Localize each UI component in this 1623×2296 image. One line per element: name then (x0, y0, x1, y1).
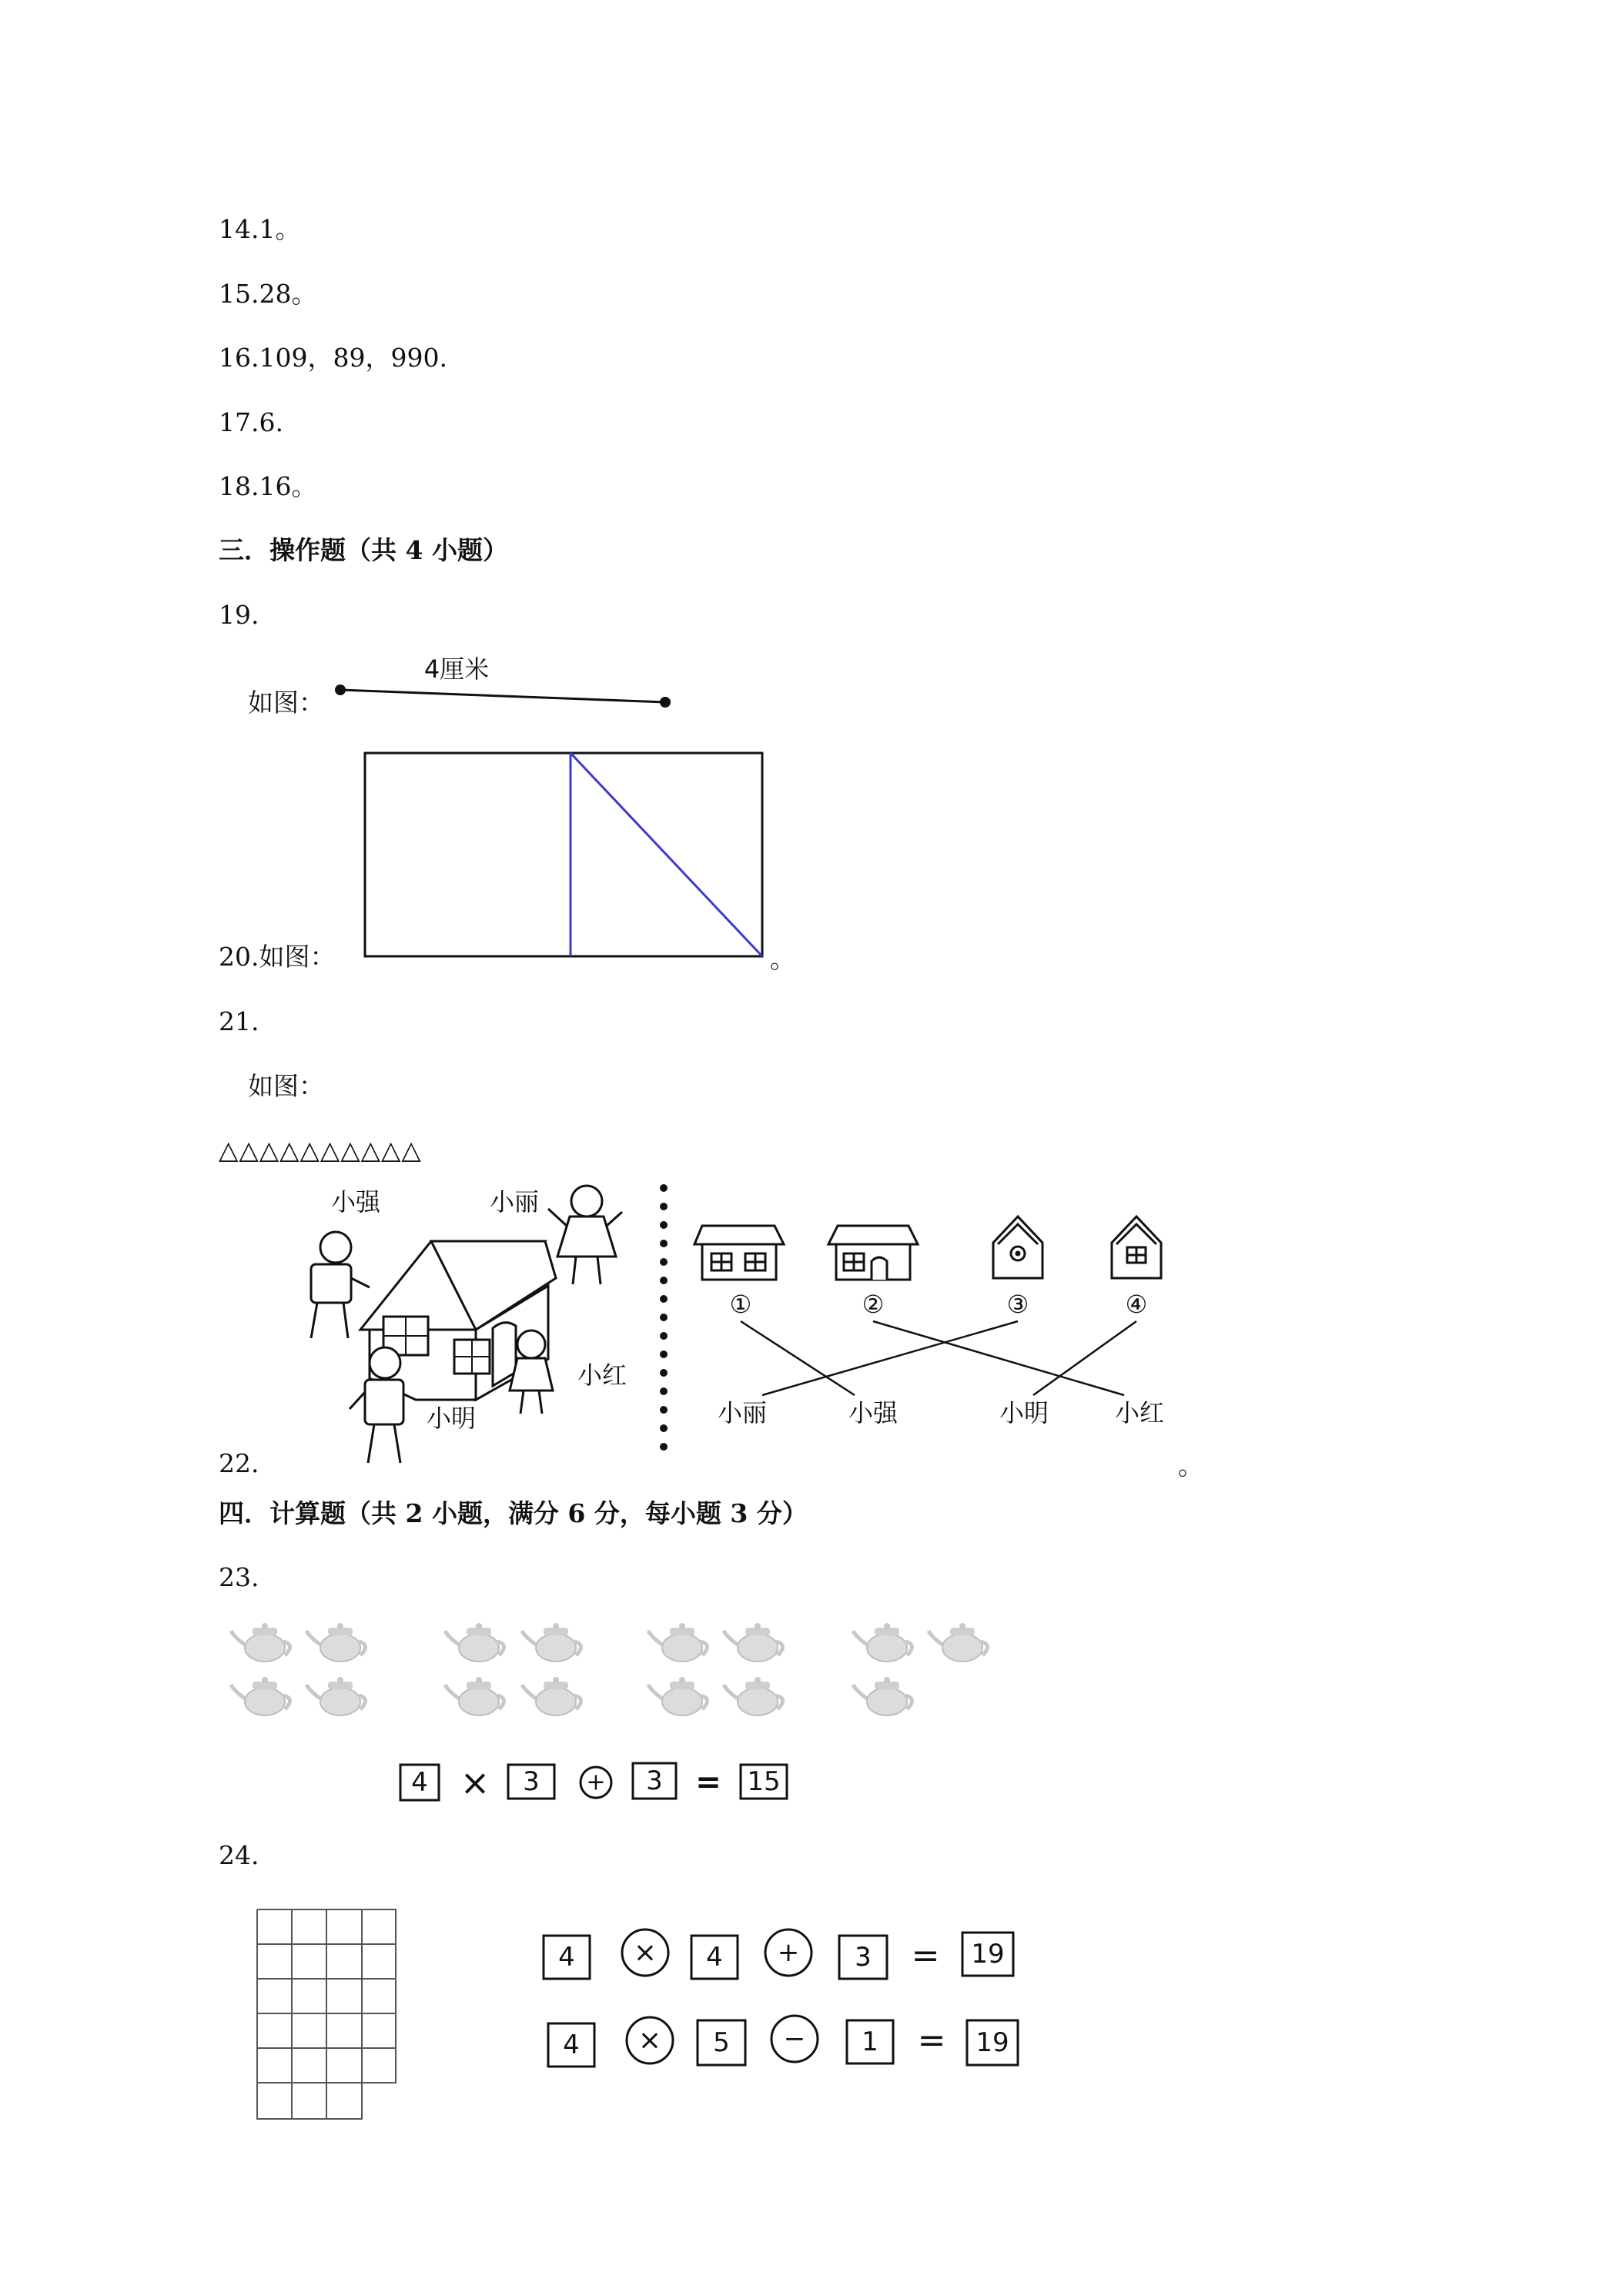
dot-grid (257, 1909, 396, 2119)
kid-label-xiaoming: 小明 (426, 1404, 477, 1433)
name-bottom-xiaohong: 小红 (1114, 1398, 1165, 1427)
house-number-3: ③ (1006, 1290, 1029, 1319)
svg-text:=: = (911, 1936, 940, 1976)
svg-text:3: 3 (855, 1942, 872, 1973)
svg-text:=: = (917, 2020, 946, 2060)
svg-text:4: 4 (558, 1942, 575, 1973)
answer-18: 18.16。 (219, 471, 317, 501)
svg-text:×: × (460, 1762, 490, 1803)
q22-number: 22. (219, 1448, 259, 1478)
answer-14: 14.1。 (219, 214, 301, 244)
svg-text:−: − (783, 2023, 806, 2054)
q21-triangles: △△△△△△△△△△ (219, 1135, 422, 1165)
q20-prefix: 20.如图： (219, 942, 336, 972)
name-bottom-xiaoli: 小丽 (717, 1398, 768, 1427)
svg-text:4: 4 (411, 1767, 428, 1798)
svg-text:×: × (633, 1936, 658, 1969)
q24-equation-2 (548, 2016, 1018, 2067)
section-4-title: 四．计算题（共 2 小题，满分 6 分，每小题 3 分） (219, 1498, 808, 1528)
kid-label-xiaoli: 小丽 (489, 1187, 540, 1217)
svg-text:19: 19 (971, 1939, 1005, 1970)
q21-number: 21. (219, 1006, 259, 1036)
q21-prefix: 如图： (248, 1071, 324, 1101)
house-number-1: ① (729, 1290, 752, 1319)
kid-label-xiaohong: 小红 (577, 1361, 627, 1390)
svg-text:4: 4 (706, 1942, 723, 1973)
svg-text:3: 3 (523, 1766, 540, 1797)
svg-text:=: = (695, 1765, 721, 1800)
q24-equation-1 (544, 1930, 1013, 1979)
name-bottom-xiaoming: 小明 (999, 1398, 1049, 1427)
svg-text:4: 4 (563, 2030, 580, 2060)
svg-text:19: 19 (975, 2027, 1009, 2058)
house-number-4: ④ (1125, 1290, 1148, 1319)
answer-16: 16.109，89，990. (219, 343, 447, 373)
section-3-title: 三．操作题（共 4 小题） (219, 535, 508, 565)
segment-label: 4厘米 (423, 654, 490, 684)
q23-number: 23. (219, 1562, 259, 1592)
name-bottom-xiaoqiang: 小强 (848, 1398, 899, 1427)
svg-text:3: 3 (646, 1766, 663, 1796)
answer-17: 17.6. (219, 407, 283, 437)
svg-text:1: 1 (862, 2027, 878, 2057)
svg-text:+: + (586, 1769, 606, 1796)
q19-prefix: 如图： (248, 688, 324, 718)
house-number-2: ② (862, 1290, 885, 1319)
answer-15: 15.28。 (219, 279, 317, 309)
q24-number: 24. (219, 1840, 259, 1870)
svg-text:15: 15 (747, 1766, 781, 1797)
svg-text:+: + (777, 1937, 800, 1968)
q20-suffix: 。 (770, 944, 795, 974)
q19-number: 19. (219, 600, 259, 630)
kid-label-xiaoqiang: 小强 (330, 1187, 381, 1217)
svg-text:5: 5 (713, 2027, 730, 2058)
q22-suffix: 。 (1178, 1451, 1203, 1481)
svg-text:×: × (637, 2024, 662, 2057)
